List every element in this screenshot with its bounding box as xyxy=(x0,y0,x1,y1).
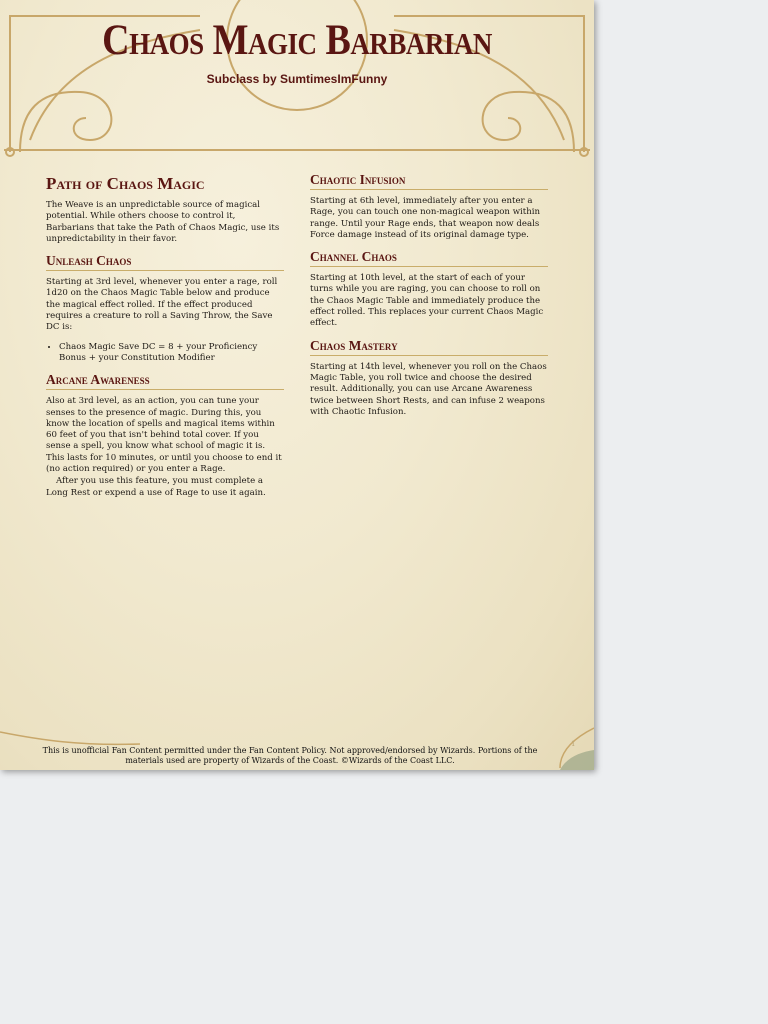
channel-chaos-body: Starting at 10th level, at the start of each of your turns while you are raging, you can choose to roll on the Chaos Magic Table and immediately produce the effect rolled. This replaces your current Chaos Magic effect. xyxy=(310,273,544,329)
unleash-chaos-body: Starting at 3rd level, whenever you enter a rage, roll 1d20 on the Chaos Magic Table below and produce the magical effect rolled. If the effect produced requires a creature to roll a Saving Throw, the Save DC is: xyxy=(46,277,278,333)
unleash-chaos-heading: Unleash Chaos xyxy=(46,253,284,271)
arcane-awareness-body-2: After you use this feature, you must complete a Long Rest or expend a use of Rage to use it again. xyxy=(46,476,266,498)
main-heading: Path of Chaos Magic xyxy=(46,174,205,193)
channel-chaos-heading: Channel Chaos xyxy=(310,249,548,267)
page-title: Chaos Magic Barbarian xyxy=(102,15,492,65)
intro-paragraph: The Weave is an unpredictable source of magical potential. While others choose to control it, Barbarians that take the Path of Chaos Magic, use its unpredictability in their favor. xyxy=(46,200,280,244)
page-number: 1 xyxy=(571,740,576,748)
chaotic-infusion-body: Starting at 6th level, immediately after you enter a Rage, you can touch one non-magical weapon within range. Until your Rage ends, that weapon now deals Force damage instead of its original damage type. xyxy=(310,196,541,240)
arcane-awareness-heading: Arcane Awareness xyxy=(46,372,284,390)
save-dc-bullet: • Chaos Magic Save DC = 8 + your Proficiency Bonus + your Constitution Modifier xyxy=(59,342,284,365)
chaos-mastery-heading: Chaos Mastery xyxy=(310,338,548,356)
page-subtitle: Subclass by SumtimesImFunny xyxy=(206,72,388,86)
arcane-awareness-body: Also at 3rd level, as an action, you can tune your senses to the presence of magic. During this, you know the location of spells and magical items within 60 feet of you that isn't behind total cover. If you sense a spell, you know what school of magic it is. This lasts for 10 minutes, or until you choose to end it (no action required) or you enter a Rage. xyxy=(46,396,282,475)
save-dc-list xyxy=(46,342,284,365)
legal-footer: This is unofficial Fan Content permitted under the Fan Content Policy. Not approved/endorsed by Wizards. Portions of the materials used are property of Wizards of the Coast. ©Wizards of the Coast LLC. xyxy=(42,746,538,765)
left-column xyxy=(46,172,284,507)
right-column xyxy=(310,172,548,426)
chaotic-infusion-heading: Chaotic Infusion xyxy=(310,172,548,190)
chaos-mastery-body: Starting at 14th level, whenever you roll on the Chaos Magic Table, you roll twice and choose the desired result. Additionally, you can use Arcane Awareness twice between Short Rests, and can infuse 2 weapons with Chaotic Infusion. xyxy=(310,361,547,417)
